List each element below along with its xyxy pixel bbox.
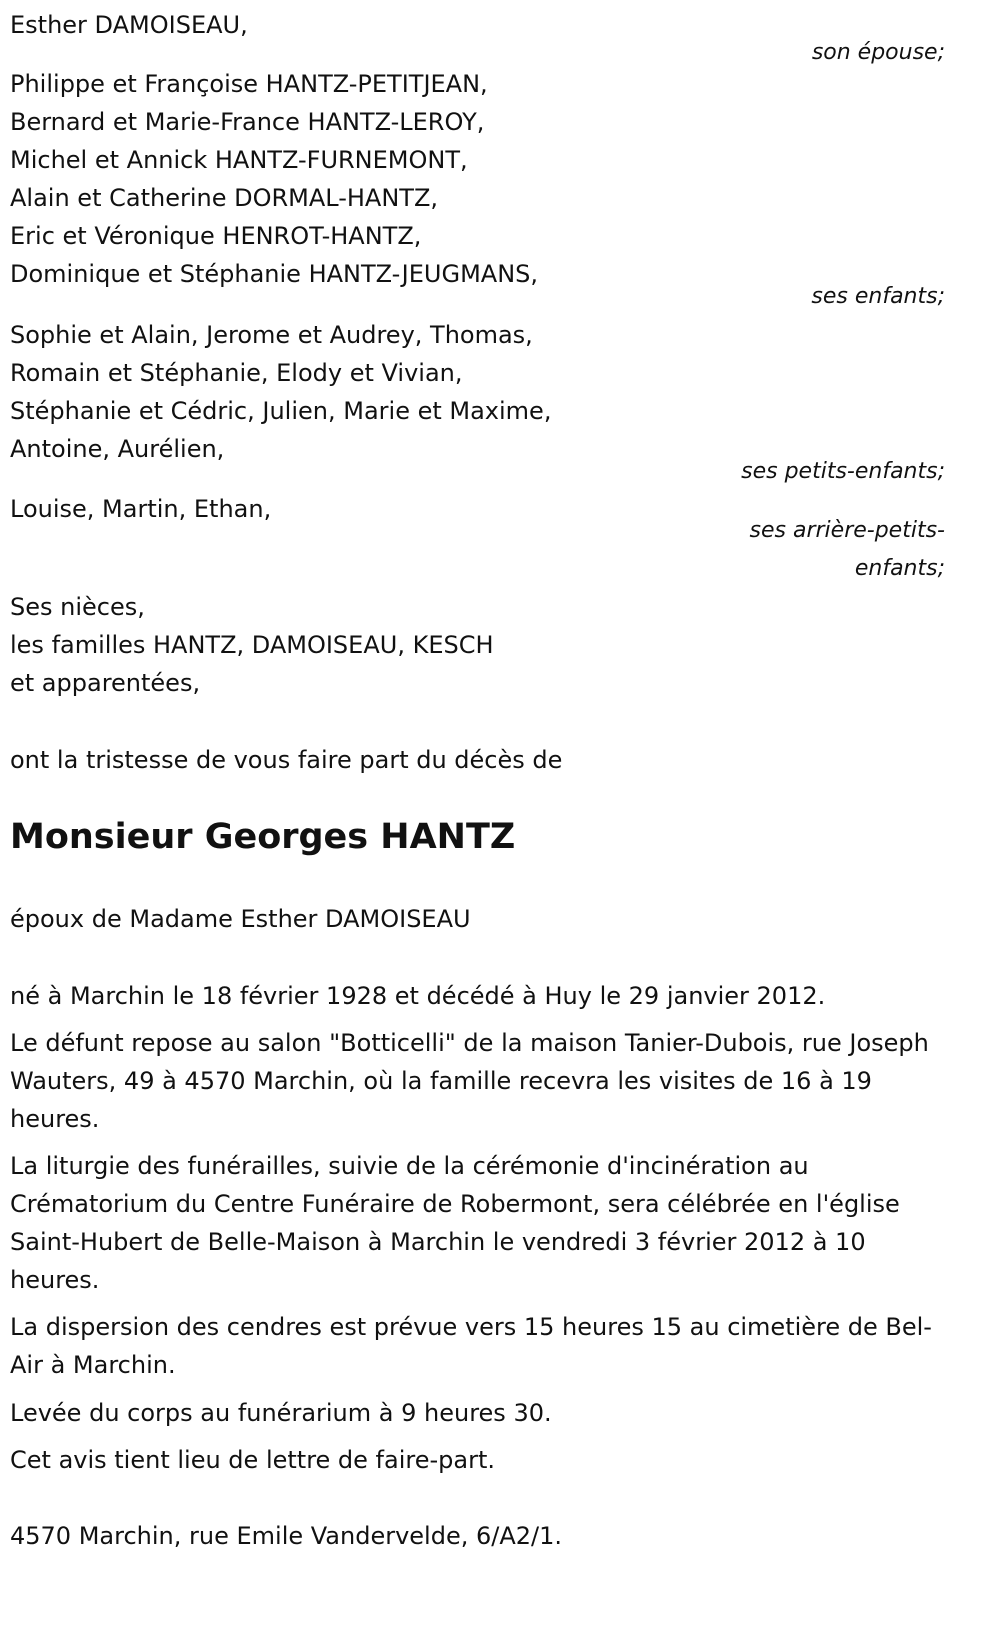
grandchildren-role: ses petits-enfants;	[741, 459, 945, 484]
children-section	[10, 65, 945, 309]
child-line: Bernard et Marie-France HANTZ-LEROY,	[10, 108, 485, 136]
others-line: les familles HANTZ, DAMOISEAU, KESCH	[10, 631, 494, 659]
announcement-text: ont la tristesse de vous faire part du décès de	[10, 746, 563, 774]
others-line: Ses nièces,	[10, 593, 145, 621]
child-line: Eric et Véronique HENROT-HANTZ,	[10, 222, 422, 250]
great-grandchildren-role-line: ses arrière-petits-	[749, 518, 945, 543]
grandchild-line: Sophie et Alain, Jerome et Audrey, Thomas,	[10, 321, 533, 349]
spouse-section	[10, 6, 945, 65]
grandchild-line: Stéphanie et Cédric, Julien, Marie et Maxime,	[10, 397, 552, 425]
grandchildren-section	[10, 316, 945, 484]
spouse-of-text: époux de Madame Esther DAMOISEAU	[10, 905, 471, 933]
departure-paragraph: Levée du corps au funérarium à 9 heures 30.	[10, 1399, 552, 1427]
visitation-paragraph: Le défunt repose au salon "Botticelli" de la maison Tanier-Dubois, rue Joseph Wauters, 49 à 4570 Marchin, où la famille recevra les visites de 16 à 19 heures.	[10, 1029, 929, 1133]
child-line: Philippe et Françoise HANTZ-PETITJEAN,	[10, 70, 488, 98]
child-line: Dominique et Stéphanie HANTZ-JEUGMANS,	[10, 260, 539, 288]
children-role: ses enfants;	[811, 284, 945, 309]
grandchild-line: Romain et Stéphanie, Elody et Vivian,	[10, 359, 463, 387]
ashes-paragraph: La dispersion des cendres est prévue vers 15 heures 15 au cimetière de Bel-Air à Marchin.	[10, 1313, 932, 1379]
great-grandchild-line: Louise, Martin, Ethan,	[10, 495, 272, 523]
deceased-name: Monsieur Georges HANTZ	[10, 817, 516, 857]
address: 4570 Marchin, rue Emile Vandervelde, 6/A2/1.	[10, 1522, 563, 1550]
child-line: Michel et Annick HANTZ-FURNEMONT,	[10, 146, 468, 174]
child-line: Alain et Catherine DORMAL-HANTZ,	[10, 184, 439, 212]
others-section	[10, 588, 945, 702]
great-grandchildren-section	[10, 490, 945, 581]
notice-paragraph: Cet avis tient lieu de lettre de faire-part.	[10, 1446, 495, 1474]
funeral-paragraph: La liturgie des funérailles, suivie de la cérémonie d'incinération au Crématorium du Centre Funéraire de Robermont, sera célébrée en l'église Saint-Hubert de Belle-Maison à Marchin le vendredi 3 février 2012 à 10 heures.	[10, 1152, 900, 1294]
grandchild-line: Antoine, Aurélien,	[10, 435, 225, 463]
spouse-name: Esther DAMOISEAU,	[10, 11, 248, 39]
great-grandchildren-role-line: enfants;	[854, 556, 945, 581]
spouse-role: son épouse;	[811, 40, 945, 65]
others-line: et apparentées,	[10, 669, 201, 697]
birth-death-paragraph: né à Marchin le 18 février 1928 et décédé à Huy le 29 janvier 2012.	[10, 982, 826, 1010]
